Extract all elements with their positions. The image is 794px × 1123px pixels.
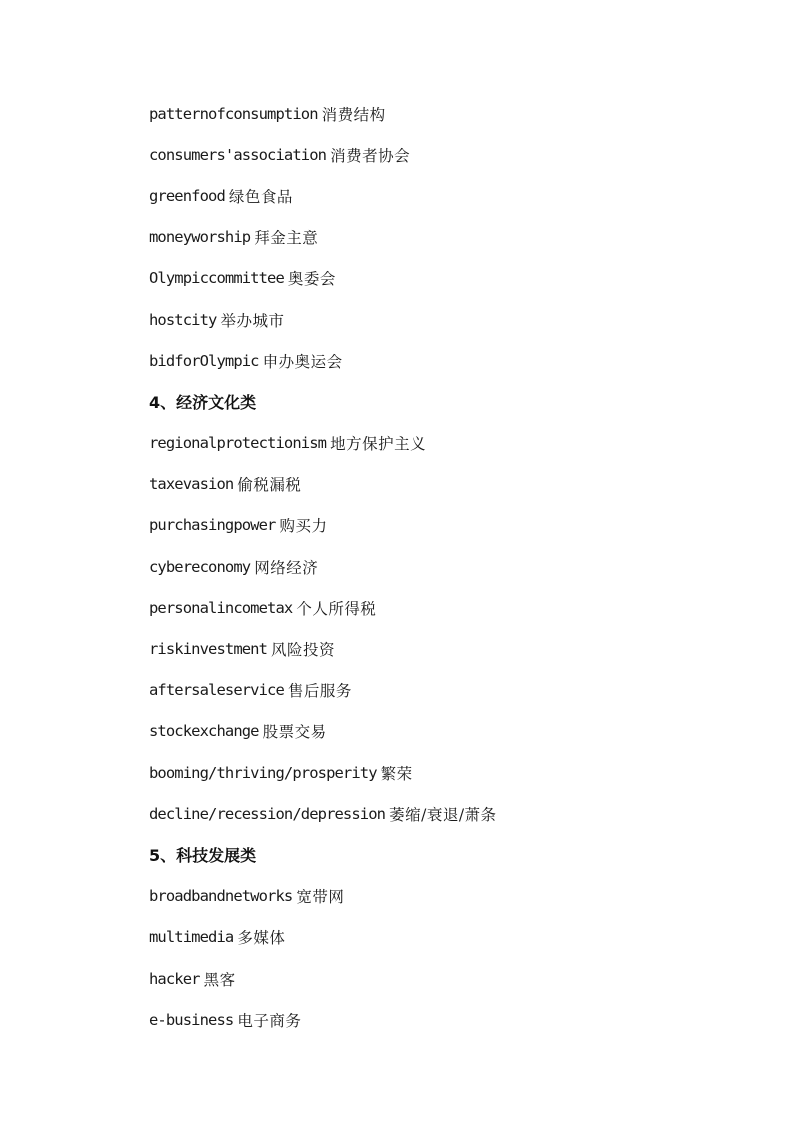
term-english: moneyworship — [149, 228, 251, 247]
term-english: booming/thriving/prosperity — [149, 763, 377, 782]
term-chinese: 拜金主意 — [254, 229, 319, 248]
term-chinese: 电子商务 — [237, 1011, 302, 1030]
term-english: bidforOlympic — [149, 351, 259, 370]
term-line — [149, 999, 749, 1040]
document-page — [149, 93, 749, 1040]
term-chinese: 奥委会 — [287, 270, 336, 289]
term-chinese: 萎缩/衰退/萧条 — [389, 805, 497, 824]
term-english: hacker — [149, 969, 200, 988]
term-chinese: 售后服务 — [287, 682, 352, 701]
term-english: riskinvestment — [149, 640, 268, 659]
term-line — [149, 464, 749, 505]
term-chinese: 绿色食品 — [228, 187, 293, 206]
term-line — [149, 175, 749, 216]
term-english: purchasingpower — [149, 516, 276, 535]
term-chinese: 股票交易 — [262, 723, 327, 742]
term-chinese: 网络经济 — [254, 558, 319, 577]
section-heading: 5、科技发展类 — [149, 846, 257, 866]
term-chinese: 地方保护主义 — [330, 435, 427, 454]
term-english: personalincometax — [149, 598, 293, 617]
term-line — [149, 340, 749, 381]
term-english: regionalprotectionism — [149, 434, 327, 453]
term-english: greenfood — [149, 186, 225, 205]
term-english: e-business — [149, 1010, 234, 1029]
section-heading: 4、经济文化类 — [149, 393, 257, 413]
term-english: stockexchange — [149, 722, 259, 741]
term-english: cybereconomy — [149, 557, 251, 576]
term-english: Olympiccommittee — [149, 269, 284, 288]
term-line — [149, 258, 749, 299]
term-chinese: 繁荣 — [380, 764, 413, 783]
term-english: taxevasion — [149, 475, 234, 494]
term-english: decline/recession/depression — [149, 804, 386, 823]
term-line — [149, 93, 749, 134]
term-line — [149, 587, 749, 628]
term-chinese: 风险投资 — [271, 641, 336, 660]
term-english: patternofconsumption — [149, 104, 318, 123]
term-chinese: 黑客 — [203, 970, 236, 989]
term-chinese: 偷税漏税 — [237, 476, 302, 495]
term-line — [149, 505, 749, 546]
term-chinese: 举办城市 — [220, 311, 285, 330]
term-line — [149, 546, 749, 587]
term-line — [149, 876, 749, 917]
term-line — [149, 793, 749, 834]
term-line — [149, 958, 749, 999]
term-line — [149, 917, 749, 958]
term-english: aftersaleservice — [149, 681, 284, 700]
term-chinese: 消费结构 — [321, 105, 386, 124]
term-line — [149, 134, 749, 175]
term-line — [149, 423, 749, 464]
term-line — [149, 217, 749, 258]
term-line — [149, 628, 749, 669]
term-chinese: 消费者协会 — [330, 146, 411, 165]
term-line — [149, 299, 749, 340]
term-english: multimedia — [149, 928, 234, 947]
term-line — [149, 670, 749, 711]
term-line — [149, 752, 749, 793]
term-english: consumers'association — [149, 145, 327, 164]
term-chinese: 申办奥运会 — [262, 352, 343, 371]
term-chinese: 宽带网 — [296, 888, 345, 907]
term-english: hostcity — [149, 310, 217, 329]
term-chinese: 购买力 — [279, 517, 328, 536]
term-line — [149, 711, 749, 752]
term-chinese: 多媒体 — [237, 929, 286, 948]
term-chinese: 个人所得税 — [296, 599, 377, 618]
term-english: broadbandnetworks — [149, 887, 293, 906]
